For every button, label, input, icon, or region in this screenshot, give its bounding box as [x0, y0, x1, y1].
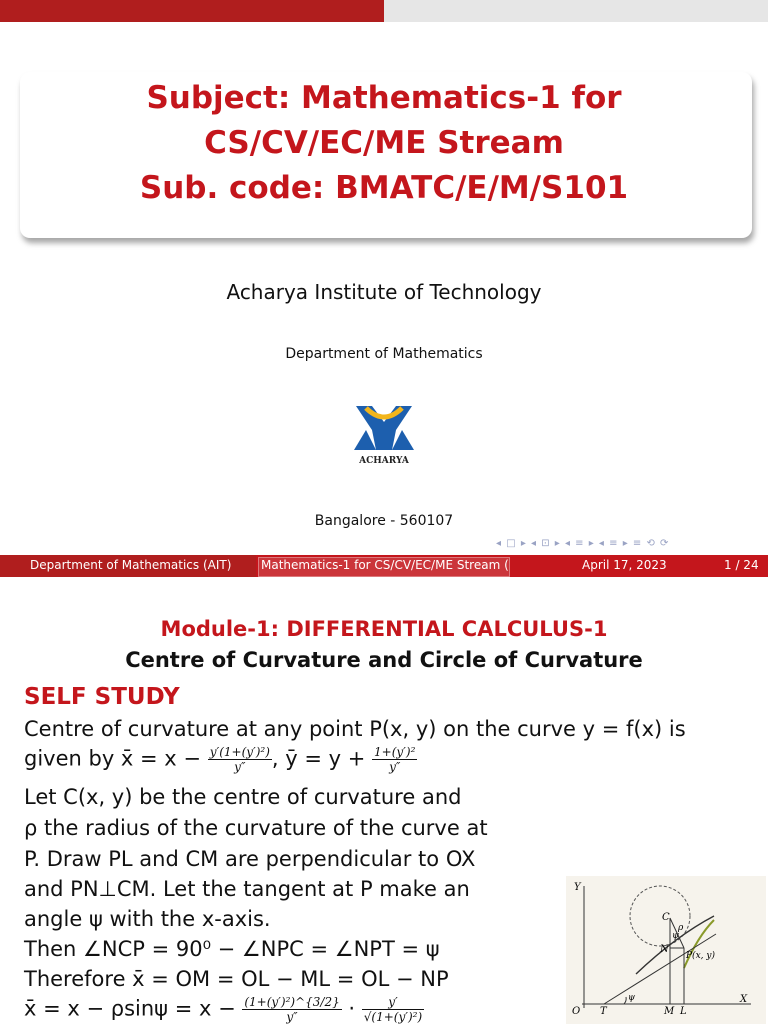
logo-text: ACHARYA	[359, 456, 409, 466]
fraction-ybar	[372, 745, 417, 774]
text-line-2	[24, 745, 417, 774]
fraction-xbar-den: y″	[234, 760, 246, 774]
text-line-10-dot: ·	[341, 996, 362, 1021]
label-y-axis: Y	[574, 882, 581, 893]
text-line-2-mid: , ȳ = y +	[271, 746, 373, 771]
text-line-10-prefix: x̄ = x − ρsinψ = x −	[24, 996, 243, 1021]
beamer-nav-controls[interactable]: ◂ □ ▸ ◂ ⊡ ▸ ◂ ≡ ▸ ◂ ≡ ▸ ≡ ⟲ ⟳	[496, 538, 670, 549]
text-line-10	[24, 995, 424, 1024]
label-x-axis: X	[740, 994, 748, 1005]
department-name: Department of Mathematics	[285, 346, 483, 362]
footer-date: April 17, 2023	[582, 558, 667, 572]
location: Bangalore - 560107	[314, 513, 454, 529]
label-c: C	[662, 912, 670, 923]
self-study-heading: SELF STUDY	[24, 684, 180, 710]
footer-course: Mathematics-1 for CS/CV/EC/ME Stream (	[261, 558, 509, 572]
label-l: L	[680, 1006, 687, 1017]
label-t: T	[600, 1006, 607, 1017]
text-line-8: Then ∠NCP = 90⁰ − ∠NPC = ∠NPT = ψ	[24, 937, 440, 961]
label-psi-bottom: ψ	[628, 993, 636, 1003]
footer-department: Department of Mathematics (AIT)	[30, 558, 232, 572]
title-line-1: Subject: Mathematics-1 for	[146, 80, 622, 116]
title-line-2: CS/CV/EC/ME Stream	[204, 125, 564, 161]
label-p: P(x, y)	[686, 951, 715, 961]
acharya-logo	[352, 400, 416, 470]
text-line-9: Therefore x̄ = OM = OL − ML = OL − NP	[24, 967, 449, 991]
fraction-sin-den: √(1+(y′)²)	[363, 1010, 423, 1024]
text-line-4: ρ the radius of the curvature of the curve at	[24, 816, 488, 840]
fraction-sin	[362, 995, 424, 1024]
fraction-ybar-num: 1+(y′)²	[374, 745, 416, 759]
top-bar-accent	[0, 0, 384, 22]
module-title: Module-1: DIFFERENTIAL CALCULUS-1	[160, 617, 608, 641]
text-line-5: P. Draw PL and CM are perpendicular to OX	[24, 847, 476, 871]
text-line-3: Let C(x, y) be the centre of curvature and	[24, 785, 462, 809]
footer-bar	[0, 555, 768, 577]
text-line-2-prefix: given by x̄ = x −	[24, 746, 208, 771]
title-line-3: Sub. code: BMATC/E/M/S101	[139, 170, 629, 206]
label-psi-top: ψ	[672, 931, 680, 941]
top-bar	[0, 0, 768, 22]
text-line-1: Centre of curvature at any point P(x, y) on the curve y = f(x) is	[24, 717, 686, 741]
fraction-rho-den: y″	[286, 1010, 298, 1024]
label-n: N	[660, 944, 669, 955]
module-subtitle: Centre of Curvature and Circle of Curvature	[125, 648, 643, 672]
fraction-rho-num: (1+(y′)²)^{3/2}	[244, 995, 340, 1009]
label-rho: ρ	[678, 923, 684, 933]
fraction-xbar	[208, 745, 272, 774]
fraction-xbar-num: y′(1+(y′)²)	[209, 745, 270, 759]
curvature-figure	[566, 876, 766, 1024]
fraction-rho	[242, 995, 341, 1024]
fraction-ybar-den: y″	[389, 760, 401, 774]
text-line-7: angle ψ with the x-axis.	[24, 907, 271, 931]
footer-page: 1 / 24	[724, 558, 759, 572]
label-m: M	[664, 1006, 675, 1017]
fraction-sin-num: y′	[362, 995, 424, 1010]
text-line-6: and PN⊥CM. Let the tangent at P make an	[24, 877, 470, 901]
institute-name: Acharya Institute of Technology	[226, 280, 542, 304]
label-origin: O	[572, 1006, 581, 1017]
